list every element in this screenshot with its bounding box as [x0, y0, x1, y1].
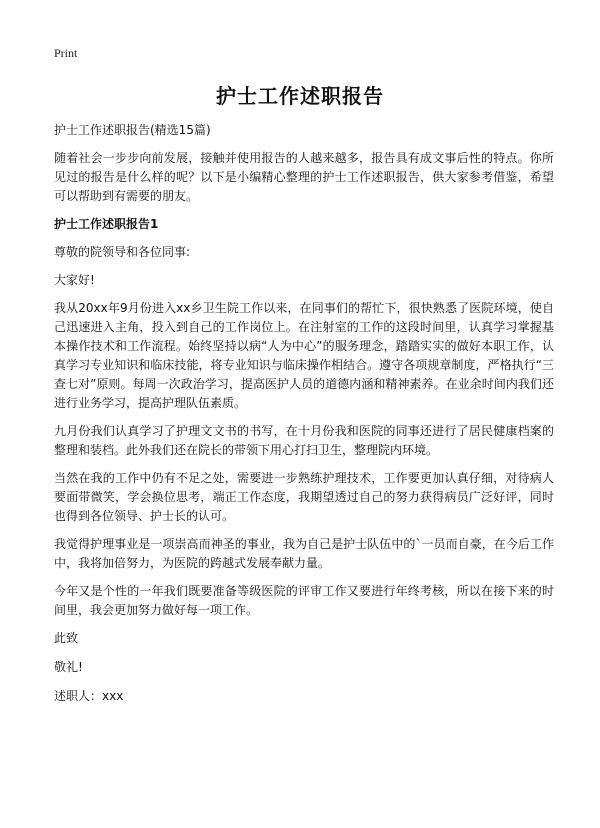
body-paragraph-3: 当然在我的工作中仍有不足之处，需要进一步熟练护理技术，工作要更加认真仔细，对待病人要面带微笑，学会换位思考，端正工作态度，我期望透过自己的努力获得病员广泛好评，同时也得到各位领导、护士长的认可。: [54, 471, 554, 523]
salutation-greeting: 大家好!: [54, 273, 95, 287]
intro-paragraph: 随着社会一步步向前发展，接触并使用报告的人越来越多，报告具有成文事后性的特点。你所见过的报告是什么样的呢？以下是小编精心整理的护士工作述职报告，供大家参考借鉴，希望可以帮助到有需要的朋友。: [54, 151, 554, 203]
salutation-leaders: 尊敬的院领导和各位同事:: [54, 245, 191, 259]
signature: 述职人：xxx: [54, 689, 124, 703]
document-title: 护士工作述职报告: [216, 84, 384, 108]
body-paragraph-4: 我觉得护理事业是一项崇高而神圣的事业，我为自己是护士队伍中的`一员而自豪，在今后工作中，我将加倍努力，为医院的跨越式发展奉献力量。: [54, 537, 554, 570]
print-link[interactable]: Print: [54, 46, 78, 60]
body-paragraph-1: 我从20xx年9月份进入xx乡卫生院工作以来，在同事们的帮忙下，很快熟悉了医院环境，使自己迅速进入主角，投入到自己的工作岗位上。在注射室的工作的这段时间里，认真学习掌握基本操作技术和工作流程。始终坚持以病“人为中心”的服务理念，踏踏实实的做好本职工作，认真学习专业知识和临床技能，将专业知识与临床操作相结合。遵守各项规章制度，严格执行“三查七对”原则。每周一次政治学习，提高医护人员的道德内涵和精神素养。在业余时间内我们还进行业务学习，提高护理队伍素质。: [54, 301, 554, 410]
closing-line-2: 敬礼!: [54, 660, 83, 674]
document-body: [54, 121, 554, 716]
closing-line-1: 此致: [54, 631, 79, 645]
body-paragraph-2: 九月份我们认真学习了护理文文书的书写，在十月份我和医院的同事还进行了居民健康档案的整理和装档。此外我们还在院长的带领下用心打扫卫生，整理院内环境。: [54, 424, 554, 457]
body-paragraph-5: 今年又是个性的一年我们既要准备等级医院的评审工作又要进行年终考核，所以在接下来的时间里，我会更加努力做好每一项工作。: [54, 584, 554, 617]
document-subtitle: 护士工作述职报告(精选15篇): [54, 123, 211, 137]
section-heading: 护士工作述职报告1: [54, 217, 159, 231]
